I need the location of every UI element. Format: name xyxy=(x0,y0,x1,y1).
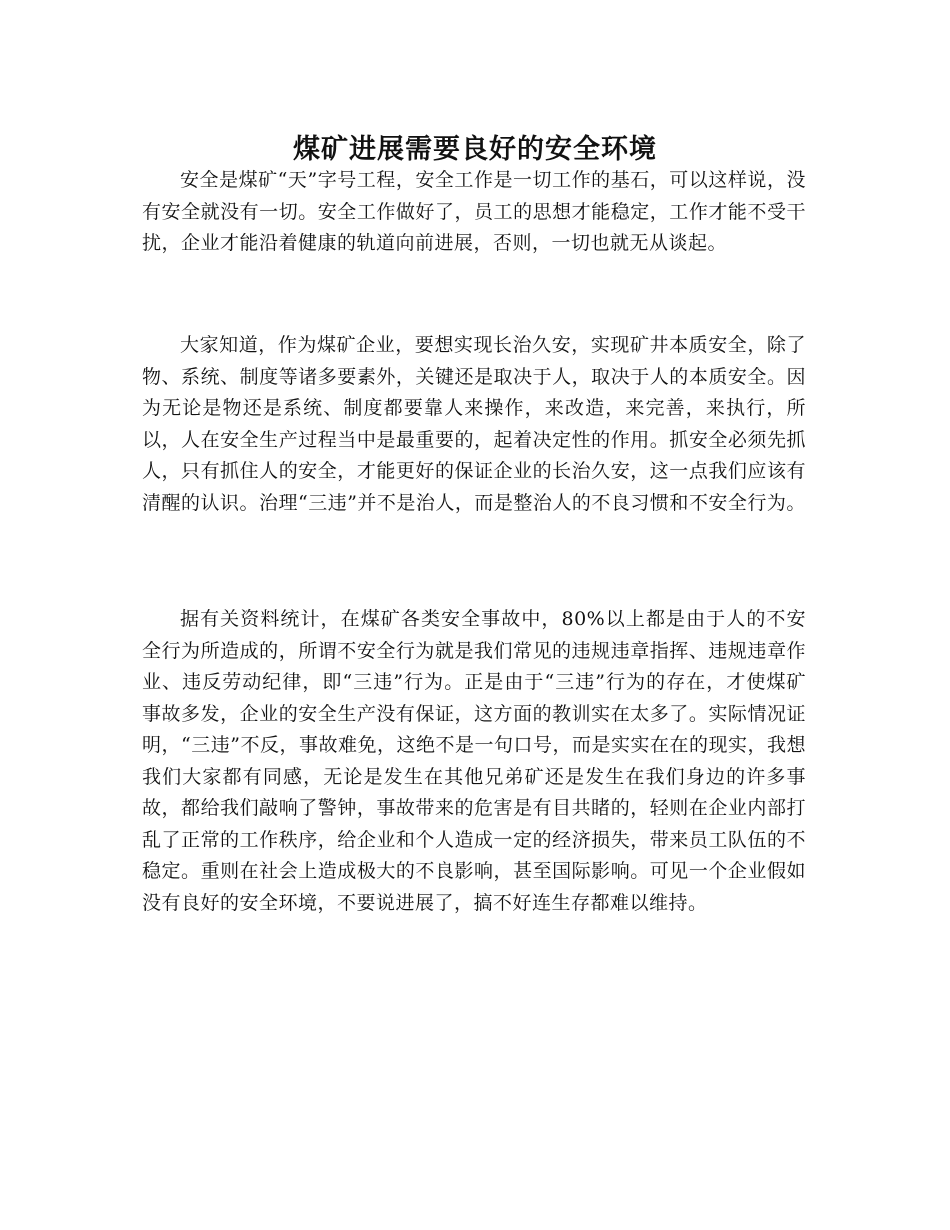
paragraph-3: 据有关资料统计，在煤矿各类安全事故中，80%以上都是由于人的不安全行为所造成的，所谓不安全行为就是我们常见的违规违章指挥、违规违章作业、违反劳动纪律，即“三违”行为。正是由于“三违”行为的存在，才使煤矿事故多发，企业的安全生产没有保证，这方面的教训实在太多了。实际情况证明，“三违”不反，事故难免，这绝不是一句口号，而是实实在在的现实，我想我们大家都有同感，无论是发生在其他兄弟矿还是发生在我们身边的许多事故，都给我们敲响了警钟，事故带来的危害是有目共睹的，轻则在企业内部打乱了正常的工作秩序，给企业和个人造成一定的经济损失，带来员工队伍的不稳定。重则在社会上造成极大的不良影响，甚至国际影响。可见一个企业假如没有良好的安全环境，不要说进展了，搞不好连生存都难以维持。 xyxy=(142,608,806,914)
document-title: 煤矿进展需要良好的安全环境 xyxy=(293,134,657,166)
paragraph-1: 安全是煤矿“天”字号工程，安全工作是一切工作的基石，可以这样说，没有安全就没有一切。安全工作做好了，员工的思想才能稳定，工作才能不受干扰，企业才能沿着健康的轨道向前进展，否则，一切也就无从谈起。 xyxy=(142,169,806,254)
paragraph-2: 大家知道，作为煤矿企业，要想实现长治久安，实现矿井本质安全，除了物、系统、制度等诸多要素外，关键还是取决于人，取决于人的本质安全。因为无论是物还是系统、制度都要靠人来操作，来改造，来完善，来执行，所以，人在安全生产过程当中是最重要的，起着决定性的作用。抓安全必须先抓人，只有抓住人的安全，才能更好的保证企业的长治久安，这一点我们应该有清醒的认识。治理“三违”并不是治人，而是整治人的不良习惯和不安全行为。 xyxy=(142,334,806,514)
